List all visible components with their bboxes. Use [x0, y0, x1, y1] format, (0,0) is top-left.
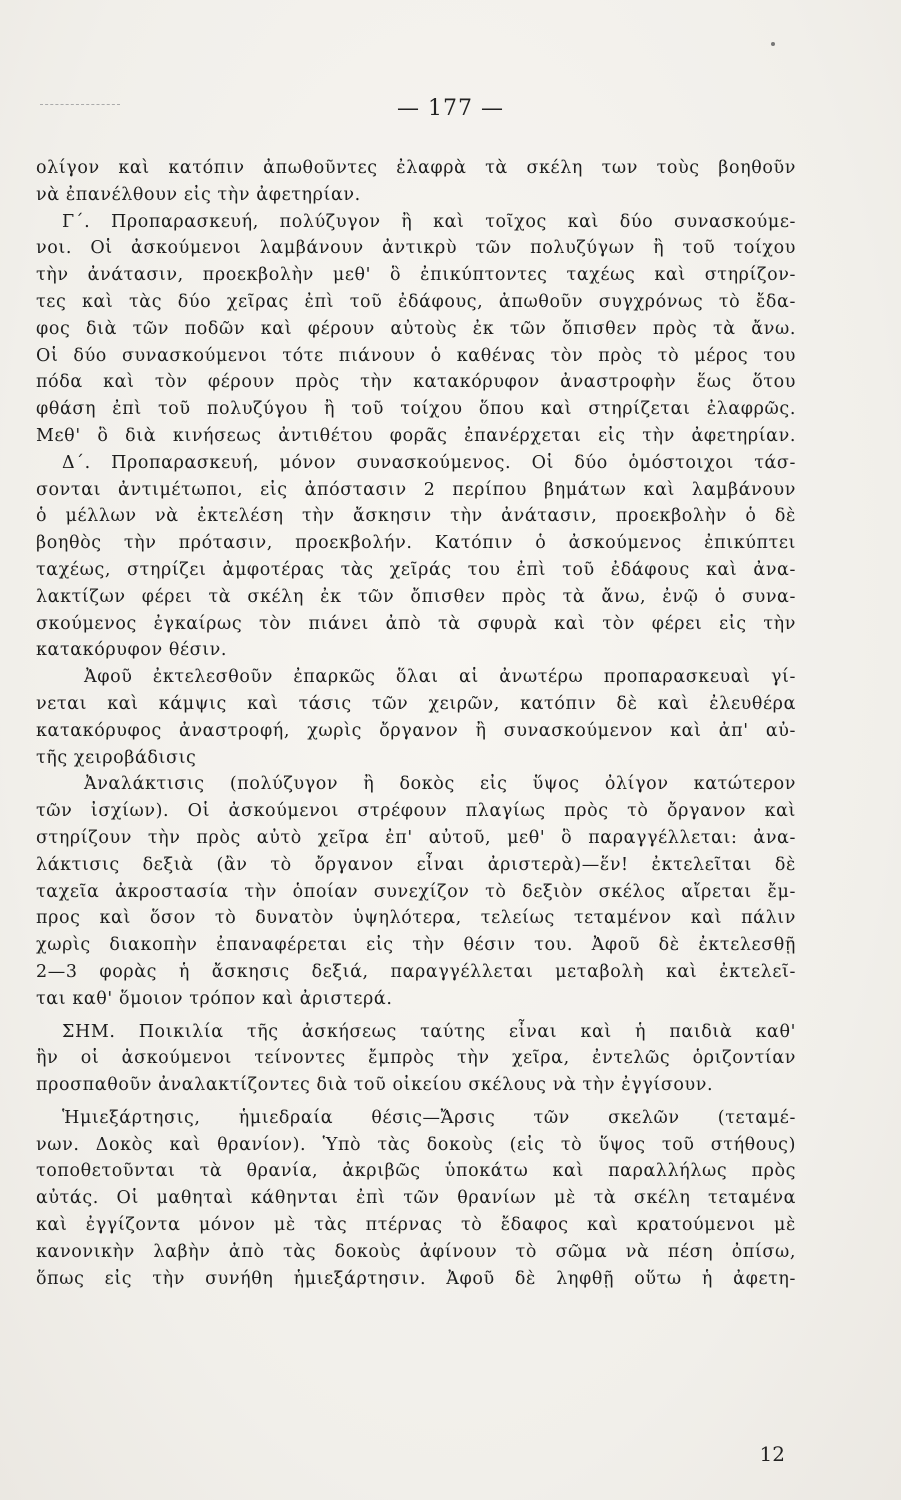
text-line: τῶν ἰσχίων). Οἱ ἀσκούμενοι στρέφουν πλαγίως πρὸς τὸ ὄργανον καὶ: [36, 801, 796, 822]
body-text: [36, 155, 796, 1292]
text-line: φθάση ἐπὶ τοῦ πολυζύγου ἢ τοῦ τοίχου ὅπου καὶ στηρίζεται ἐλαφρῶς.: [36, 399, 796, 420]
text-line: αὐτάς. Οἱ μαθηταὶ κάθηνται ἐπὶ τῶν θρανίων μὲ τὰ σκέλη τεταμένα: [36, 1188, 796, 1209]
text-line: 2—3 φορὰς ἡ ἄσκησις δεξιά, παραγγέλλεται μεταβολὴ καὶ ἐκτελεῖ-: [36, 961, 796, 982]
text-line: ὁ μέλλων νὰ ἐκτελέση τὴν ἄσκησιν τὴν ἀνάτασιν, προεκβολὴν ὁ δὲ: [36, 506, 796, 527]
ink-dot: [771, 42, 775, 46]
text-line: νεται καὶ κάμψις καὶ τάσις τῶν χειρῶν, κατόπιν δὲ καὶ ἐλευθέρα: [36, 693, 796, 714]
page-number: — 177 —: [397, 96, 504, 121]
text-line: νων. Δοκὸς καὶ θρανίον). Ὑπὸ τὰς δοκοὺς (εἰς τὸ ὕψος τοῦ στήθους): [36, 1134, 796, 1155]
text-line: Οἱ δύο συνασκούμενοι τότε πιάνουν ὁ καθένας τὸν πρὸς τὸ μέρος του: [36, 345, 796, 366]
text-line: Ἡμιεξάρτησις, ἡμιεδραία θέσις—Ἄρσις τῶν σκελῶν (τεταμέ-: [62, 1107, 796, 1128]
text-line: λακτίζων φέρει τὰ σκέλη ἐκ τῶν ὄπισθεν πρὸς τὰ ἄνω, ἐνῷ ὁ συνα-: [36, 586, 796, 607]
text-line: Ἀναλάκτισις (πολύζυγον ἢ δοκὸς εἰς ὕψος ὀλίγον κατώτερον: [84, 774, 796, 795]
text-line: ολίγον καὶ κατόπιν ἀπωθοῦντες ἐλαφρὰ τὰ σκέλη των τοὺς βοηθοῦν: [36, 158, 796, 178]
text-line: ταχεῖα ἀκροστασία τὴν ὁποίαν συνεχίζον τὸ δεξιὸν σκέλος αἴρεται ἔμ-: [36, 881, 796, 902]
text-line: τοποθετοῦνται τὰ θρανία, ἀκριβῶς ὑποκάτω καὶ παραλλήλως πρὸς: [36, 1161, 796, 1182]
text-line: Μεθ' ὃ διὰ κινήσεως ἀντιθέτου φορᾶς ἐπανέρχεται εἰς τὴν ἀφετηρίαν.: [36, 425, 796, 446]
text-line: ται καθ' ὅμοιον τρόπον καὶ ἀριστερά.: [36, 988, 393, 1009]
text-line: νοι. Οἱ ἀσκούμενοι λαμβάνουν ἀντικρὺ τῶν πολυζύγων ἢ τοῦ τοίχου: [36, 238, 796, 259]
text-line: ὅπως εἰς τὴν συνήθη ἡμιεξάρτησιν. Ἀφοῦ δὲ ληφθῇ οὕτω ἡ ἀφετη-: [36, 1268, 796, 1289]
text-line: στηρίζουν τὴν πρὸς αὐτὸ χεῖρα ἐπ' αὐτοῦ, μεθ' ὃ παραγγέλλεται: ἀνα-: [36, 827, 796, 848]
text-line: Ἀφοῦ ἐκτελεσθοῦν ἐπαρκῶς ὅλαι αἱ ἀνωτέρω προπαρασκευαὶ γί-: [84, 667, 796, 688]
text-line: σκούμενος ἐγκαίρως τὸν πιάνει ἀπὸ τὰ σφυρὰ καὶ τὸν φέρει εἰς τὴν: [36, 613, 796, 634]
text-line: νὰ ἐπανέλθουν εἰς τὴν ἀφετηρίαν.: [36, 184, 361, 205]
text-line: προς καὶ ὅσον τὸ δυνατὸν ὑψηλότερα, τελείως τεταμένον καὶ πάλιν: [36, 908, 796, 929]
text-line: πόδα καὶ τὸν φέρουν πρὸς τὴν κατακόρυφον ἀναστροφὴν ἕως ὅτου: [36, 372, 796, 393]
text-line: κατακόρυφος ἀναστροφή, χωρὶς ὄργανον ἢ συνασκούμενον καὶ ἀπ' αὐ-: [36, 720, 796, 741]
text-line: καὶ ἐγγίζοντα μόνον μὲ τὰς πτέρνας τὸ ἔδαφος καὶ κρατούμενοι μὲ: [36, 1215, 796, 1236]
text-line: σονται ἀντιμέτωποι, εἰς ἀπόστασιν 2 περίπου βημάτων καὶ λαμβάνουν: [36, 479, 796, 500]
text-line: Γ΄. Προπαρασκευή, πολύζυγον ἢ καὶ τοῖχος καὶ δύο συνασκούμε-: [62, 211, 796, 232]
text-line: χωρὶς διακοπὴν ἐπαναφέρεται εἰς τὴν θέσιν του. Ἀφοῦ δὲ ἐκτελεσθῇ: [36, 935, 796, 956]
text-line: προσπαθοῦν ἀναλακτίζοντες διὰ τοῦ οἰκείου σκέλους νὰ τὴν ἐγγίσουν.: [36, 1075, 714, 1096]
text-line: τῆς χειροβάδισις: [36, 747, 197, 768]
text-line: ταχέως, στηρίζει ἀμφοτέρας τὰς χεῖράς του ἐπὶ τοῦ ἐδάφους καὶ ἀνα-: [36, 559, 796, 580]
text-line: ΣΗΜ. Ποικιλία τῆς ἀσκήσεως ταύτης εἶναι καὶ ἡ παιδιὰ καθ': [62, 1021, 796, 1042]
text-line: κανονικὴν λαβὴν ἀπὸ τὰς δοκοὺς ἀφίνουν τὸ σῶμα νὰ πέση ὀπίσω,: [36, 1241, 796, 1262]
text-line: Δ΄. Προπαρασκευή, μόνον συνασκούμενος. Οἱ δύο ὁμόστοιχοι τάσ-: [62, 452, 796, 473]
text-line: τὴν ἀνάτασιν, προεκβολὴν μεθ' ὃ ἐπικύπτοντες ταχέως καὶ στηρίζον-: [36, 265, 796, 286]
text-line: κατακόρυφον θέσιν.: [36, 640, 228, 661]
signature-mark: 12: [759, 1442, 785, 1466]
text-line: ἣν οἱ ἀσκούμενοι τείνοντες ἔμπρὸς τὴν χεῖρα, ἐντελῶς ὁριζοντίαν: [36, 1048, 796, 1069]
text-line: βοηθὸς τὴν πρότασιν, προεκβολήν. Κατόπιν ὁ ἀσκούμενος ἐπικύπτει: [36, 533, 796, 554]
text-line: λάκτισις δεξιὰ (ἂν τὸ ὄργανον εἶναι ἀριστερὰ)—ἕν! ἐκτελεῖται δὲ: [36, 854, 796, 875]
text-line: τες καὶ τὰς δύο χεῖρας ἐπὶ τοῦ ἐδάφους, ἀπωθοῦν συγχρόνως τὸ ἔδα-: [36, 291, 796, 312]
text-line: φος διὰ τῶν ποδῶν καὶ φέρουν αὐτοὺς ἐκ τῶν ὄπισθεν πρὸς τὰ ἄνω.: [36, 318, 796, 339]
